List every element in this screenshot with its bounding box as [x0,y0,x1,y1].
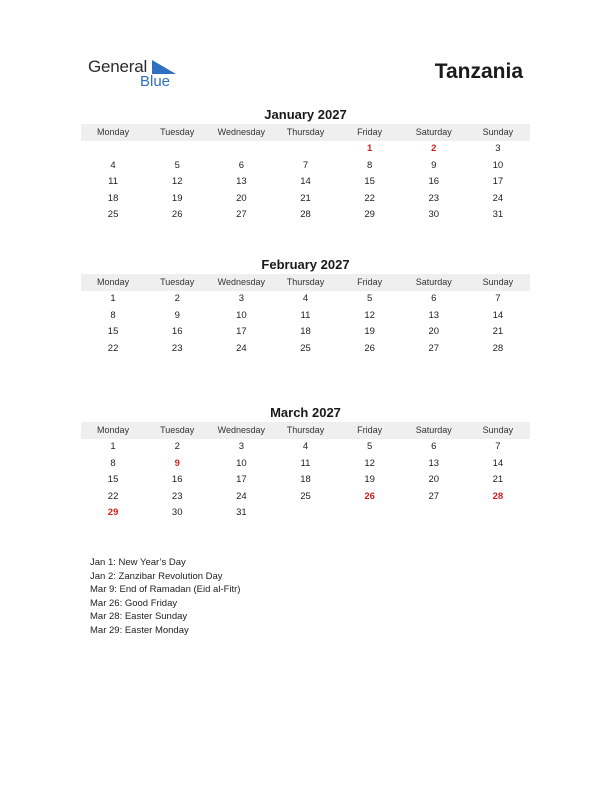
week-row [81,439,530,456]
date-cell: 22 [364,192,375,204]
date-cell: 21 [300,192,311,204]
date-cell: 11 [108,176,118,187]
weekday-header [81,124,530,141]
date-cell: 26 [171,209,183,220]
date-cell: 9 [174,309,180,321]
date-cell: 4 [302,441,309,452]
date-cell: 10 [236,309,247,321]
month-calendar [81,106,530,224]
date-cell: 25 [107,209,119,220]
date-cell: 23 [171,490,183,502]
generalblue-logo [88,56,188,92]
date-cell [402,505,466,522]
holiday-date-cell: 28 [492,490,504,502]
date-cell: 2 [174,441,180,452]
date-cell: 29 [364,209,375,220]
holiday-entry: Jan 2: Zanzibar Revolution Day [90,570,223,582]
date-cell: 12 [171,176,183,187]
country-title: Tanzania [434,60,523,83]
holiday-date-cell: 9 [174,457,180,469]
holiday-entry: Mar 28: Easter Sunday [90,611,188,622]
date-cell: 20 [428,474,440,485]
date-cell [273,505,337,522]
date-cell: 10 [492,159,504,171]
date-cell: 13 [428,309,440,321]
week-row [81,174,530,191]
date-cell: 3 [495,143,501,154]
date-cell: 7 [495,293,501,304]
date-cell: 23 [171,342,183,354]
date-cell: 19 [364,474,375,485]
weekday-label: Friday [357,277,383,287]
weekday-label: Sunday [482,425,514,435]
weekday-label: Wednesday [217,277,266,287]
weekday-label: Thursday [286,277,325,287]
week-row [81,341,530,358]
date-cell [338,505,402,522]
holiday-entry: Mar 26: Good Friday [90,597,178,609]
date-cell: 17 [236,326,247,337]
date-cell [209,141,273,158]
week-row [81,324,530,341]
weekday-label: Wednesday [217,127,266,137]
date-cell: 13 [428,457,440,469]
week-row [81,308,530,325]
date-cell: 27 [428,342,440,354]
date-cell: 24 [492,192,504,204]
date-cell: 30 [171,507,183,518]
date-cell: 27 [236,209,247,220]
week-row [81,141,530,158]
date-cell: 27 [428,490,440,502]
holiday-entry: Jan 1: New Year’s Day [90,557,186,568]
logo-triangle-icon [152,60,176,74]
date-cell: 17 [492,176,504,187]
week-row [81,472,530,489]
weekday-label: Saturday [415,277,452,287]
month-calendar [81,404,530,522]
date-cell: 8 [366,159,373,171]
week-row [81,489,530,506]
logo-text-general: General [88,57,148,76]
weekday-label: Thursday [286,127,325,137]
date-cell: 11 [300,457,311,469]
date-cell: 23 [428,192,440,204]
week-row [81,456,530,473]
date-cell: 5 [174,159,180,171]
holiday-list [90,556,240,637]
date-cell: 6 [238,159,244,171]
date-cell: 19 [364,326,375,337]
date-cell: 5 [366,441,373,452]
date-cell: 4 [110,159,116,171]
date-cell: 17 [236,474,247,485]
date-cell: 14 [300,176,311,187]
date-cell: 8 [110,457,116,469]
weekday-header [81,422,530,439]
date-cell: 16 [428,176,440,187]
date-cell: 25 [300,342,311,354]
date-cell: 8 [110,309,116,321]
date-cell: 6 [431,441,437,452]
date-cell: 22 [107,342,119,354]
date-cell: 24 [236,490,247,502]
date-cell: 3 [238,441,244,452]
weekday-label: Tuesday [160,277,195,287]
weekday-label: Saturday [415,425,452,435]
weekday-label: Sunday [482,277,514,287]
weekday-label: Saturday [415,127,452,137]
date-cell: 2 [174,293,180,304]
weekday-label: Wednesday [217,425,266,435]
date-cell: 5 [366,293,373,304]
date-cell: 31 [236,507,247,518]
date-cell: 7 [495,441,501,452]
date-cell: 9 [431,159,437,171]
holiday-date-cell: 1 [366,143,373,154]
weekday-label: Friday [357,425,383,435]
date-cell: 18 [107,192,119,204]
date-cell: 11 [300,309,311,321]
weekday-label: Monday [97,425,130,435]
date-cell: 22 [107,490,119,502]
date-cell: 21 [492,326,504,337]
date-cell: 25 [300,490,311,502]
month-title: January 2027 [264,107,347,122]
month-title: March 2027 [270,405,341,420]
date-cell: 19 [171,192,183,204]
date-cell: 30 [428,209,440,220]
holiday-entry: Mar 29: Easter Monday [90,624,189,636]
date-cell: 12 [364,309,375,321]
week-row [81,158,530,175]
weekday-label: Monday [97,277,130,287]
holiday-date-cell: 2 [431,143,437,154]
weekday-label: Sunday [482,127,514,137]
weekday-header [81,274,530,291]
month-calendar [81,256,530,357]
date-cell: 16 [171,474,183,485]
date-cell: 3 [238,293,244,304]
date-cell: 21 [492,474,504,485]
date-cell: 1 [110,441,116,452]
logo-text-blue: Blue [140,73,171,90]
date-cell: 6 [431,293,437,304]
date-cell: 20 [428,326,440,337]
date-cell [81,141,145,158]
week-row [81,207,530,224]
date-cell: 15 [107,474,119,485]
date-cell: 28 [492,342,504,354]
date-cell: 13 [236,176,247,187]
date-cell: 14 [492,309,504,321]
weekday-label: Monday [97,127,130,137]
date-cell: 28 [300,209,311,220]
date-cell: 10 [236,457,247,469]
holiday-entry: Mar 9: End of Ramadan (Eid al-Fitr) [90,584,241,595]
date-cell: 18 [300,474,311,485]
weekday-label: Tuesday [160,425,195,435]
date-cell: 4 [302,293,309,304]
date-cell: 1 [110,293,116,304]
date-cell [273,141,337,158]
weekday-label: Friday [357,127,383,137]
holiday-date-cell: 26 [364,490,375,502]
date-cell: 16 [171,326,183,337]
date-cell: 12 [364,457,375,469]
date-cell: 26 [364,342,375,354]
month-title: February 2027 [261,257,350,272]
week-row [81,291,530,308]
date-cell [466,505,530,522]
week-row [81,505,530,522]
date-cell: 14 [492,457,504,469]
date-cell: 15 [107,326,119,337]
date-cell: 20 [236,192,247,204]
date-cell: 7 [302,159,309,171]
date-cell [145,141,209,158]
date-cell: 31 [492,209,504,220]
date-cell: 18 [300,326,311,337]
week-row [81,191,530,208]
date-cell: 15 [364,176,375,187]
date-cell: 24 [236,342,247,354]
weekday-label: Thursday [286,425,325,435]
weekday-label: Tuesday [160,127,195,137]
holiday-date-cell: 29 [107,507,119,518]
